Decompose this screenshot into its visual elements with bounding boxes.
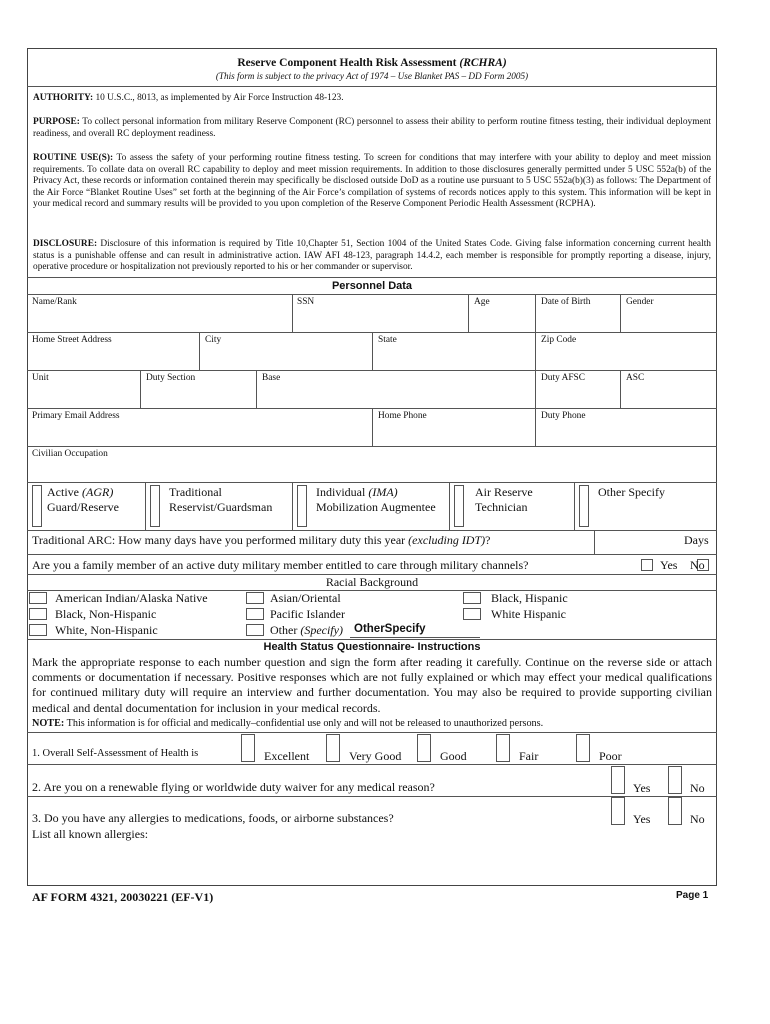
age-label: Age [474,297,490,307]
individual-checkbox[interactable] [297,485,307,527]
mobilization-text: Mobilization Augmentee [316,500,436,514]
civilian-label: Civilian Occupation [32,449,108,459]
divider [140,370,141,408]
arc-question-italic: (excluding IDT) [408,533,486,547]
divider [574,482,575,530]
note-label: NOTE: [32,718,65,729]
divider [27,277,717,278]
white-non-hispanic-label: White, Non-Hispanic [55,623,158,637]
dob-label: Date of Birth [541,297,591,307]
note [32,718,543,729]
other-race-text: Other [270,623,301,637]
black-non-hispanic-checkbox[interactable] [29,608,47,620]
poor-checkbox[interactable] [576,734,590,762]
health-heading: Health Status Questionnaire- Instructions [263,641,481,653]
air-reserve-text: Air Reserve [475,485,533,499]
specify-text: (Specify) [300,623,343,637]
disclosure-paragraph [33,239,711,274]
q3-no-label: No [690,812,705,826]
q2-no-checkbox[interactable] [668,766,682,794]
divider [535,370,536,408]
zip-label: Zip Code [541,335,577,345]
other-race-input[interactable]: OtherSpecify [354,623,426,635]
purpose-text: To collect personal information from military Reserve Component (RC) personnel to assess their ability to perform routine fitness testing, their individual deployment readiness, and overall RC deployment readiness. [33,117,711,139]
routine-use-paragraph [33,153,711,211]
divider [535,408,536,446]
arc-question-text: Traditional ARC: How many days have you performed military duty this year [32,533,409,547]
divider [27,639,717,640]
q2-label: 2. Are you on a renewable flying or worldwide duty waiver for any medical reason? [32,780,435,794]
disclosure-text: Disclosure of this information is required by Title 10,Chapter 51, Section 1004 of the United States Code. Giving false information concerning current health status is a punishable offense and can result in administrative action. IAW AFI 48-123, paragraph 14.4.2, each member is responsible for promptly reporting a disease, injury, operative procedure or hospitalization not previously reported to his or her commander or supervisor. [33,239,711,273]
duty-afsc-label: Duty AFSC [541,373,586,383]
black-hispanic-label: Black, Hispanic [491,591,568,605]
good-checkbox[interactable] [417,734,431,762]
traditional-label [169,485,272,515]
unit-label: Unit [32,373,49,383]
q3-no-checkbox[interactable] [668,797,682,825]
poor-label: Poor [599,749,622,763]
title-abbr: (RCHRA) [459,57,507,69]
divider [620,294,621,332]
allergies-input[interactable] [28,843,716,885]
divider [27,530,717,531]
other-status-checkbox[interactable] [579,485,589,527]
air-reserve-label [475,485,533,515]
traditional-text: Traditional [169,485,222,499]
purpose-label: PURPOSE: [33,117,80,127]
active-agr-label [47,485,119,515]
black-hispanic-checkbox[interactable] [463,592,481,604]
active-text: Active [47,485,82,499]
divider [199,332,200,370]
authority-text: 10 U.S.C., 8013, as implemented by Air Force Instruction 48-123. [93,93,344,103]
personnel-heading: Personnel Data [331,280,413,292]
individual-label [316,485,436,515]
divider [372,332,373,370]
q2-yes-label: Yes [633,781,651,795]
q3-yes-label: Yes [633,812,651,826]
divider [145,482,146,530]
excellent-checkbox[interactable] [241,734,255,762]
divider [468,294,469,332]
family-no-label: No [690,558,705,572]
good-label: Good [440,749,467,763]
divider [292,482,293,530]
q3-yes-checkbox[interactable] [611,797,625,825]
individual-text: Individual [316,485,369,499]
fair-label: Fair [519,749,539,763]
asian-label: Asian/Oriental [270,591,341,605]
divider [27,482,717,483]
divider [27,294,717,295]
divider [372,408,373,446]
health-instructions: Mark the appropriate response to each number question and sign the form after reading it carefully. Continue on the reverse side or attach comments or documentation if necessary. Positive responses which are not fully explained or which may effect your medical qualifications for continued military duty will require an interview and further documentation. You may also be required to provide supporting civilian medical and dental documentation for inclusion in your medical records. [32,655,712,715]
arc-question-end: ? [485,533,491,547]
asian-checkbox[interactable] [246,592,264,604]
other-race-label [270,623,343,638]
form-subtitle: (This form is subject to the privacy Act of 1974 – Use Blanket PAS – DD Form 2005) [215,71,529,81]
black-non-hispanic-label: Black, Non-Hispanic [55,607,157,621]
street-label: Home Street Address [32,335,112,345]
very-good-checkbox[interactable] [326,734,340,762]
fair-checkbox[interactable] [496,734,510,762]
page-number: Page 1 [676,890,709,901]
technician-text: Technician [475,500,528,514]
white-hispanic-checkbox[interactable] [463,608,481,620]
routine-text: To assess the safety of your performing routine fitness testing. To screen for conditions that may interfere with your ability to deploy and meet mission requirements. To collate data on overall RC capability to deploy and meet mission requirements. In addition to those disclosures generally permitted under 5 USC 552a(b) of the Privacy Act, these records or information contained therein may specifically be disclosed outside DoD as a routine use pursuant to 5 USC 552a(b)(3) as follows: The Department of the Air Force “Blanket Routine Uses” set forth at the beginning of the Air Force’s compilation of systems of records notices apply to this system. This information will be kept in your medical record and summary results will be provided to you upon completion of the Reserve Component Periodic Health Assessment (RCPHA). [33,153,711,210]
duty-phone-label: Duty Phone [541,411,586,421]
divider [27,86,717,87]
authority-label: AUTHORITY: [33,93,94,103]
divider [535,332,536,370]
authority-paragraph [33,93,711,105]
asc-label: ASC [626,373,645,383]
pacific-islander-label: Pacific Islander [270,607,345,621]
divider [256,370,257,408]
q1-label: 1. Overall Self-Assessment of Health is [32,748,199,759]
email-label: Primary Email Address [32,411,120,421]
divider [620,370,621,408]
american-indian-label: American Indian/Alaska Native [55,591,208,605]
white-non-hispanic-checkbox[interactable] [29,624,47,636]
very-good-label: Very Good [349,749,402,763]
form-id: AF FORM 4321, 20030221 (EF-V1) [32,890,214,904]
family-yes-label: Yes [660,558,678,572]
ima-text: (IMA) [368,485,398,499]
family-question: Are you a family member of an active duty military member entitled to care through military channels? [32,558,529,572]
duty-section-label: Duty Section [146,373,196,383]
other-specify-label: Other Specify [598,485,665,499]
racial-heading: Racial Background [325,575,419,589]
other-race-checkbox[interactable] [246,624,264,636]
gender-label: Gender [626,297,654,307]
divider [27,554,717,555]
divider [449,482,450,530]
city-label: City [205,335,222,345]
q3-label: 3. Do you have any allergies to medications, foods, or airborne substances? [32,811,394,825]
divider [27,732,717,733]
white-hispanic-label: White Hispanic [491,607,566,621]
excellent-label: Excellent [264,749,310,763]
family-yes-checkbox[interactable] [641,559,653,571]
air-reserve-checkbox[interactable] [454,485,464,527]
disclosure-label: DISCLOSURE: [33,239,98,249]
divider [535,294,536,332]
reservist-text: Reservist/Guardsman [169,500,273,514]
purpose-paragraph [33,117,711,140]
home-phone-label: Home Phone [378,411,427,421]
divider [350,637,480,638]
divider [292,294,293,332]
form-title [27,57,717,69]
days-label: Days [684,533,709,547]
divider [27,370,717,371]
allergies-label: List all known allergies: [32,827,149,841]
title-main: Reserve Component Health Risk Assessment [237,57,460,69]
divider [27,446,717,447]
note-text: This information is for official and medically–confidential use only and will not be released to unauthorized persons. [64,718,544,729]
divider [27,764,717,765]
divider [594,530,595,554]
pacific-islander-checkbox[interactable] [246,608,264,620]
name-rank-label: Name/Rank [32,297,77,307]
ssn-label: SSN [297,297,315,307]
base-label: Base [262,373,281,383]
american-indian-checkbox[interactable] [29,592,47,604]
active-agr-checkbox[interactable] [32,485,42,527]
state-label: State [378,335,397,345]
guard-reserve-text: Guard/Reserve [47,500,119,514]
q2-yes-checkbox[interactable] [611,766,625,794]
q2-no-label: No [690,781,705,795]
routine-label: ROUTINE USE(S): [33,153,114,163]
arc-question [32,533,490,548]
agr-text: (AGR) [82,485,114,499]
traditional-checkbox[interactable] [150,485,160,527]
